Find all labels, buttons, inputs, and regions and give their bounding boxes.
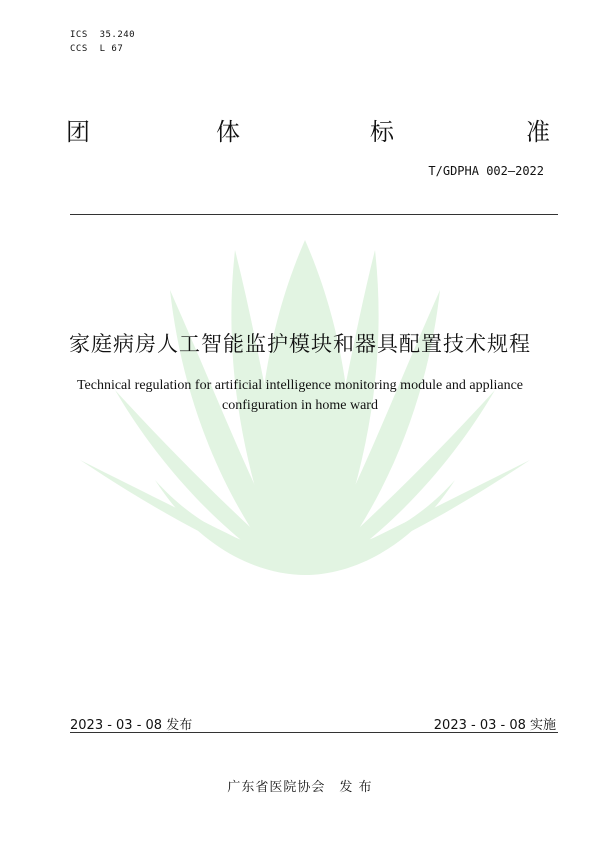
- heading-char-3: 标: [370, 118, 394, 146]
- heading-char-4: 准: [526, 118, 550, 146]
- english-title-line-2: configuration in home ward: [222, 398, 378, 413]
- english-title-line-1: Technical regulation for artificial intelligence monitoring module and appliance: [76, 378, 524, 393]
- bottom-divider: [70, 732, 558, 733]
- document-type-heading: [64, 112, 554, 148]
- ics-code: ICS 35.240: [70, 30, 136, 40]
- issue-date: 2023 - 03 - 08 发布: [70, 718, 193, 733]
- ccs-code: CCS L 67: [70, 44, 124, 54]
- publisher: 广东省医院协会 发 布: [227, 780, 373, 795]
- classification-codes: [70, 28, 135, 56]
- heading-char-2: 体: [216, 118, 240, 146]
- chinese-title: 家庭病房人工智能监护模块和器具配置技术规程: [69, 332, 531, 356]
- top-divider: [70, 214, 558, 215]
- english-title: [60, 376, 540, 416]
- standard-number: T/GDPHA 002—2022: [428, 164, 544, 178]
- implementation-date: 2023 - 03 - 08 实施: [433, 718, 556, 733]
- heading-char-1: 团: [66, 118, 90, 146]
